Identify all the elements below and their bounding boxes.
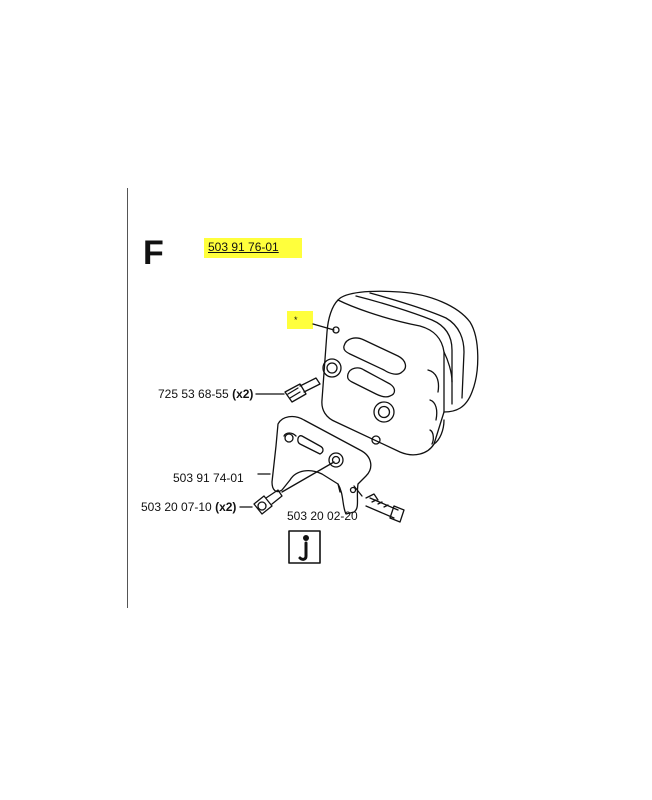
muffler	[313, 291, 478, 455]
assembly-part-number: 503 91 76-01	[208, 240, 279, 254]
callout-part: 725 53 68-55	[158, 387, 229, 401]
screw-upper	[256, 378, 320, 402]
wrench-info-icon	[289, 531, 320, 563]
callout-part: 503 20 07-10	[141, 500, 212, 514]
callout-part: 503 91 74-01	[173, 471, 244, 485]
callout-qty: (x2)	[215, 500, 237, 514]
bracket	[258, 417, 371, 514]
callout-part: 503 20 02-20	[287, 509, 358, 523]
callout-qty: (x2)	[232, 387, 254, 401]
section-letter: F	[143, 234, 164, 272]
screw-lower-left	[240, 462, 334, 514]
screw-lower-right	[354, 486, 404, 522]
asterisk-marker: *	[294, 315, 298, 325]
